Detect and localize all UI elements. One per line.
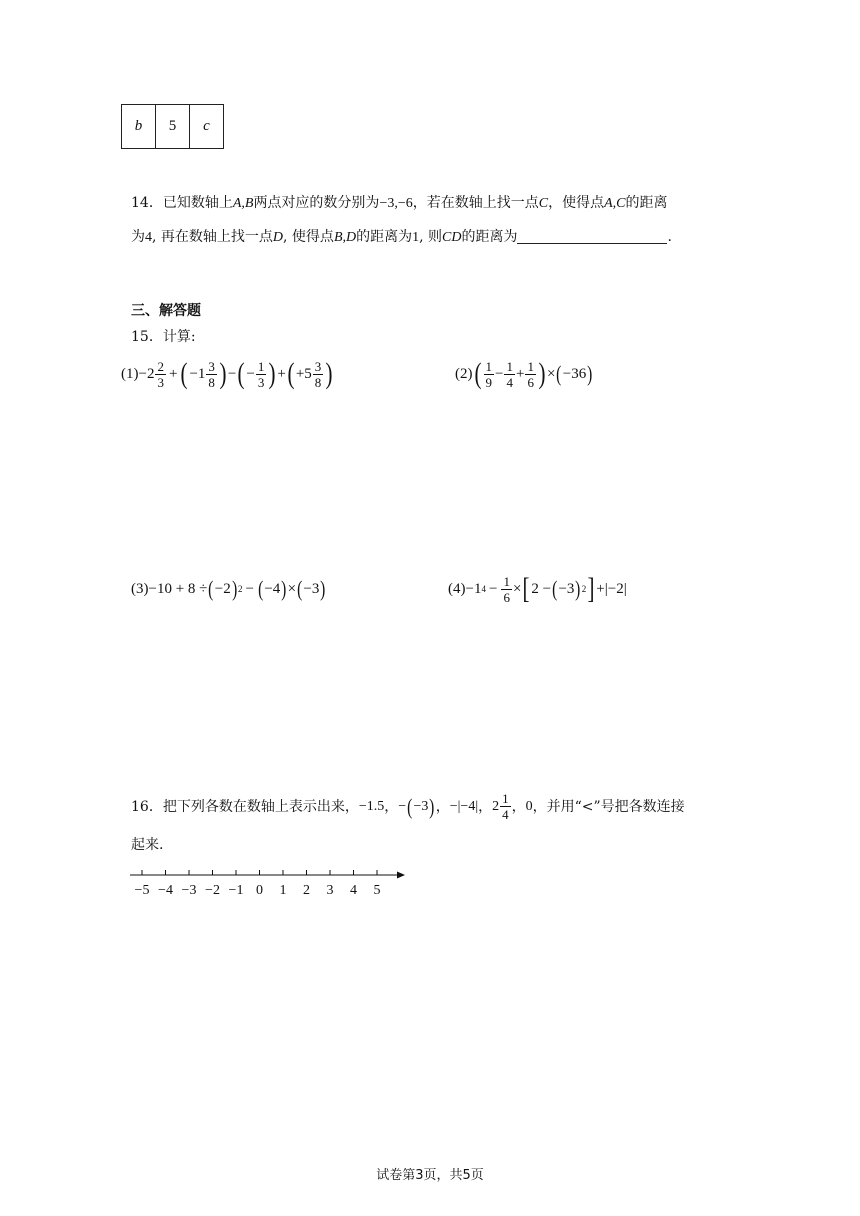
operator: + xyxy=(596,580,605,597)
question-number: 14． xyxy=(131,195,163,211)
axis-tick-label: 4 xyxy=(350,883,357,898)
math-value: −2 xyxy=(138,365,155,382)
denominator: 3 xyxy=(157,374,164,390)
bracket-left: [ xyxy=(522,572,530,605)
math-value: −3,−6 xyxy=(379,196,413,211)
q15-part4 xyxy=(448,574,627,604)
denominator: 4 xyxy=(506,374,513,390)
part-label: (1) xyxy=(121,365,139,382)
operator: × xyxy=(546,365,556,382)
math-value: −4 xyxy=(264,580,281,597)
math-value: 2 − xyxy=(531,580,552,597)
text: . xyxy=(667,229,672,245)
math-value: −4 xyxy=(460,798,476,814)
exponent: 2 xyxy=(238,584,243,594)
paren-right: ) xyxy=(219,357,227,390)
bracket-right: ] xyxy=(587,572,595,605)
fraction xyxy=(206,360,217,389)
math-value: − xyxy=(449,798,458,814)
operator: + xyxy=(277,365,286,382)
numerator: 1 xyxy=(502,791,509,806)
exponent: 4 xyxy=(481,584,486,594)
text: , 则 xyxy=(419,229,443,245)
operator: − xyxy=(495,365,504,382)
operator: × xyxy=(512,580,522,597)
q16-line1 xyxy=(131,792,685,821)
paren-left: ( xyxy=(208,576,214,601)
math-var: A,B xyxy=(232,196,254,211)
q14-line2 xyxy=(131,228,672,247)
paren-right: ) xyxy=(575,576,581,601)
operator: − xyxy=(227,365,237,382)
part-label: (4) xyxy=(448,580,466,597)
axis-ticks xyxy=(135,870,381,898)
q15-part2 xyxy=(455,359,594,389)
math-value: −36 xyxy=(562,365,587,382)
axis-tick-label: 0 xyxy=(256,883,263,898)
math-value: −3 xyxy=(413,798,429,814)
operator: + xyxy=(168,365,178,382)
paren-left: ( xyxy=(556,361,562,386)
math-var: C xyxy=(538,196,549,211)
paren-left: ( xyxy=(552,576,558,601)
abs-bar: | xyxy=(475,798,479,814)
paren-left: ( xyxy=(287,357,295,390)
table-cell: 5 xyxy=(156,105,190,149)
math-value: −1 xyxy=(189,365,206,382)
fraction xyxy=(155,360,166,389)
fraction xyxy=(500,792,511,821)
question-number: 15． xyxy=(131,329,163,345)
page-footer: 试卷第3页，共5页 xyxy=(376,1168,484,1183)
q14-line1 xyxy=(131,194,667,213)
axis-tick-label: 5 xyxy=(373,883,381,898)
q15-prompt xyxy=(131,328,196,346)
part-label: (2) xyxy=(455,365,473,382)
paren-right: ) xyxy=(320,576,326,601)
paren-left: ( xyxy=(180,357,188,390)
math-value: 4 xyxy=(145,230,152,245)
answer-table xyxy=(121,104,224,149)
abs-bar: | xyxy=(623,580,627,597)
fraction xyxy=(525,360,536,389)
operator: × xyxy=(287,580,297,597)
math-var: D xyxy=(272,230,284,245)
operator: − xyxy=(488,580,498,597)
fraction xyxy=(256,360,267,389)
text: , 再在数轴上找一点 xyxy=(152,229,273,245)
math-value: −1.5 xyxy=(358,798,385,814)
abs-bar: | xyxy=(457,798,461,814)
arrow-icon xyxy=(397,872,405,879)
text: , 使得点 xyxy=(283,229,334,245)
math-var: B,D xyxy=(333,230,357,245)
denominator: 6 xyxy=(527,374,534,390)
q15-part3 xyxy=(131,578,327,600)
text: ， xyxy=(478,798,493,815)
paren-left: ( xyxy=(407,793,413,819)
numerator: 3 xyxy=(208,358,215,374)
text: 把下列各数在数轴上表示出来， xyxy=(162,798,359,815)
table-cell: c xyxy=(190,105,224,149)
paren-right: ) xyxy=(538,357,546,390)
math-value: 2 xyxy=(492,798,500,814)
mixed-number xyxy=(492,792,512,821)
q16-line2: 起来. xyxy=(131,837,164,853)
paren-left: ( xyxy=(237,357,245,390)
axis-tick-label: 2 xyxy=(303,883,310,898)
paren-left: ( xyxy=(258,576,264,601)
axis-tick-label: 3 xyxy=(326,883,334,898)
axis-tick-label: −2 xyxy=(205,883,220,898)
math-value: − xyxy=(398,798,407,814)
fraction xyxy=(484,360,495,389)
text: 两点对应的数分别为 xyxy=(253,195,380,211)
math-value: +5 xyxy=(295,365,312,382)
text: 的距离 xyxy=(625,195,668,211)
denominator: 8 xyxy=(314,374,322,390)
math-value: −3 xyxy=(303,580,320,597)
fraction xyxy=(501,575,512,604)
text: ， xyxy=(384,798,399,815)
text: 计算: xyxy=(162,329,196,345)
numerator: 3 xyxy=(314,358,322,374)
math-var: A,C xyxy=(604,196,626,211)
paren-right: ) xyxy=(268,357,276,390)
abs-bar: | xyxy=(604,580,608,597)
numerator: 1 xyxy=(527,358,534,374)
text: 的距离为 xyxy=(356,229,413,245)
math-value: −2 xyxy=(214,580,231,597)
axis-tick-label: −5 xyxy=(134,883,150,898)
paren-right: ) xyxy=(587,361,593,386)
text: ，若在数轴上找一点 xyxy=(412,195,539,211)
numerator: 1 xyxy=(506,358,513,374)
axis-tick-label: −3 xyxy=(181,883,197,898)
text: ， xyxy=(511,798,526,815)
paren-right: ) xyxy=(281,576,287,601)
axis-tick-label: −1 xyxy=(228,883,244,898)
operator: + xyxy=(515,365,525,382)
denominator: 8 xyxy=(208,374,215,390)
section-heading: 三、解答题 xyxy=(131,303,201,319)
math-value: 0 xyxy=(525,798,533,814)
denominator: 3 xyxy=(257,374,265,390)
denominator: 9 xyxy=(485,374,492,390)
math-value: −3 xyxy=(558,580,575,597)
denominator: 6 xyxy=(503,589,510,605)
number-line xyxy=(120,864,420,904)
denominator: 4 xyxy=(502,807,509,822)
text: 的距离为 xyxy=(461,229,518,245)
math-value: −2 xyxy=(607,580,624,597)
math-value: − xyxy=(246,365,255,382)
text: ， xyxy=(435,798,450,815)
exponent: 2 xyxy=(581,584,587,594)
paren-left: ( xyxy=(297,576,303,601)
fraction xyxy=(504,360,515,389)
paren-right: ) xyxy=(231,576,237,601)
operator: − xyxy=(245,580,254,597)
question-number: 16． xyxy=(131,798,163,815)
numerator: 1 xyxy=(485,358,492,374)
numerator: 1 xyxy=(503,573,510,589)
math-var: CD xyxy=(442,230,462,245)
math-value: −1 xyxy=(465,580,482,597)
numerator: 2 xyxy=(157,358,164,374)
paren-right: ) xyxy=(429,793,435,819)
answer-blank[interactable] xyxy=(517,229,667,244)
paren-left: ( xyxy=(474,357,481,390)
q15-part1 xyxy=(121,359,334,389)
text: 为 xyxy=(131,229,145,245)
axis-tick-label: 1 xyxy=(279,883,287,898)
text: 已知数轴上 xyxy=(162,195,233,211)
math-value: 1 xyxy=(412,230,420,245)
text: ，使得点 xyxy=(548,195,605,211)
paren-right: ) xyxy=(325,357,333,390)
math-value: −10 + 8 ÷ xyxy=(148,580,208,597)
axis-tick-label: −4 xyxy=(158,883,173,898)
table-cell: b xyxy=(122,105,156,149)
fraction xyxy=(313,360,324,389)
part-label: (3) xyxy=(131,580,149,597)
numerator: 1 xyxy=(257,358,265,374)
text: ，并用“<”号把各数连接 xyxy=(532,798,685,815)
